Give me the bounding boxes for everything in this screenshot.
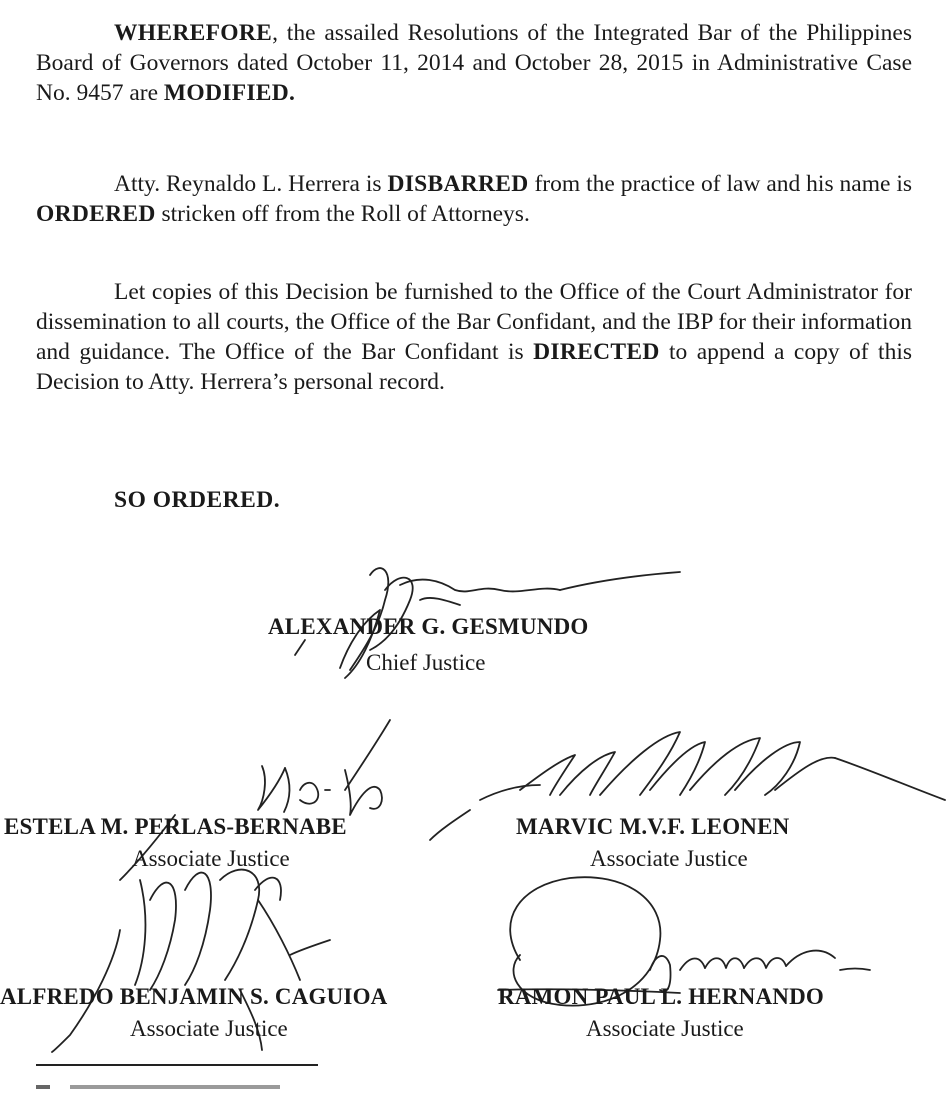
signatory-name: ALFREDO BENJAMIN S. CAGUIOA (0, 984, 388, 1009)
signatory-name: ALEXANDER G. GESMUNDO (268, 614, 589, 639)
footnote-fragment (36, 1085, 50, 1089)
paragraph-text: to append a copy of this Decision to Atty. Herrera’s personal record. (36, 339, 912, 395)
paragraph-text: Let copies of this Decision be furnished to the Office of the Court Administrator for dissemination to all courts, the Office of the Bar Confidant, and the IBP for their information and guidance. The Office of the Bar Confidant is (36, 279, 912, 365)
signatory-title: Associate Justice (590, 846, 748, 871)
paragraph-text: Atty. Reynaldo L. Herrera is (114, 171, 388, 197)
disbarment-paragraph (36, 169, 912, 229)
disbarred-keyword: DISBARRED (387, 171, 529, 197)
signatory-title: Associate Justice (132, 846, 290, 871)
signatory-name: RAMON PAUL L. HERNANDO (498, 984, 824, 1009)
modified-keyword: MODIFIED. (163, 80, 296, 106)
signature-leonen (480, 732, 945, 800)
signatory-title: Associate Justice (586, 1016, 744, 1041)
footnote-fragment (70, 1085, 280, 1089)
signatory-title: Associate Justice (130, 1016, 288, 1041)
footnote-separator (36, 1064, 318, 1066)
paragraph-text: stricken off from the Roll of Attorneys. (155, 201, 530, 227)
directed-keyword: DIRECTED (533, 339, 660, 365)
furnish-copies-paragraph (36, 277, 912, 397)
so-ordered: SO ORDERED. (114, 487, 281, 513)
paragraph-text: , the assailed Resolutions of the Integrated Bar of the Philippines Board of Governors dated October 11, 2014 and October 28, 2015 in Administrative Case No. 9457 are (36, 20, 912, 106)
dispositive-paragraph (36, 18, 912, 108)
paragraph-text: from the practice of law and his name is (528, 171, 912, 197)
signatory-name: ESTELA M. PERLAS-BERNABE (4, 814, 347, 839)
signatory-title: Chief Justice (366, 650, 486, 675)
wherefore-keyword: WHEREFORE (114, 20, 273, 46)
ordered-keyword: ORDERED (36, 201, 156, 227)
signatory-name: MARVIC M.V.F. LEONEN (516, 814, 790, 839)
